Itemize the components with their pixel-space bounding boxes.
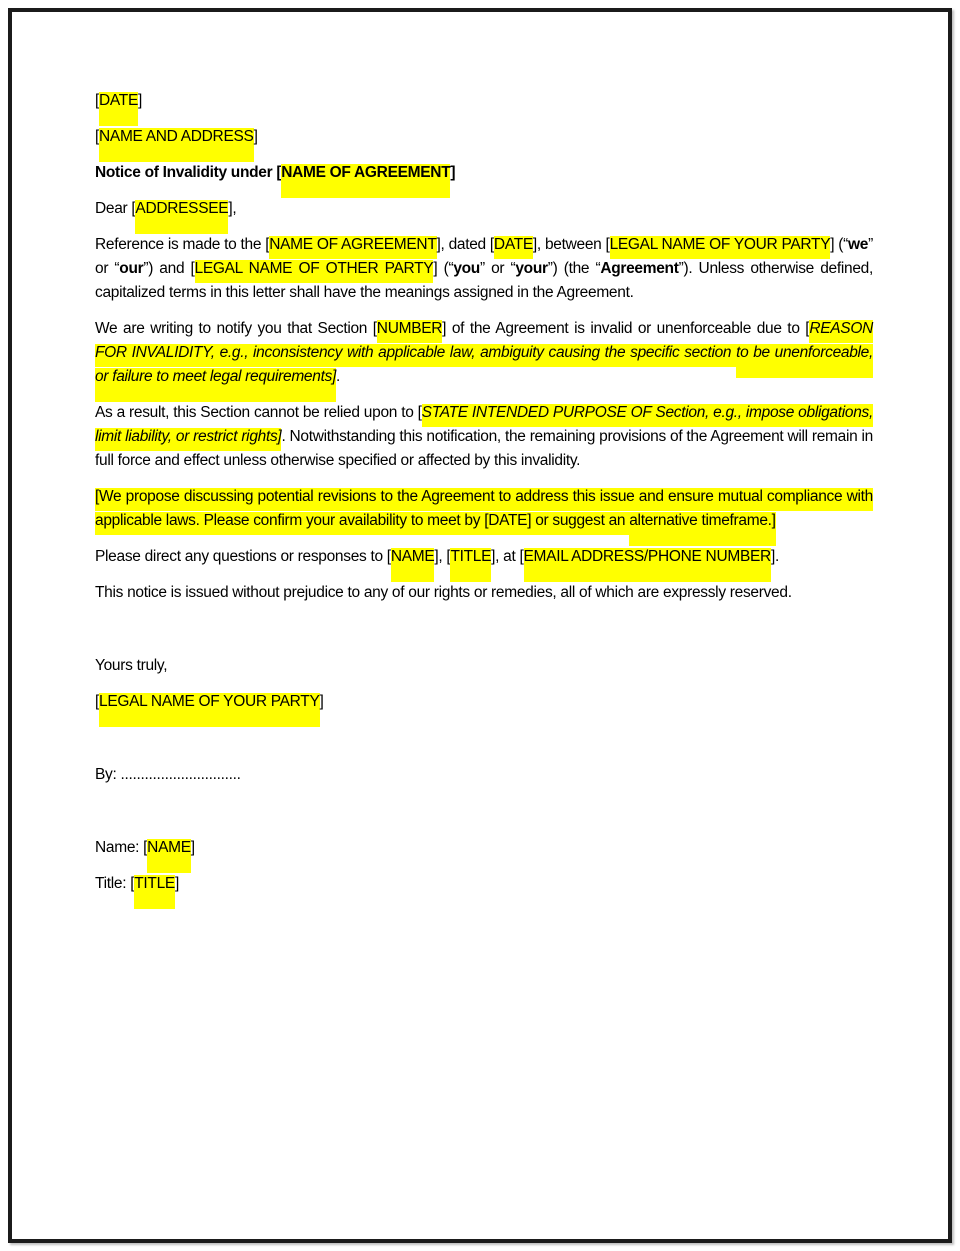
defined-term-your: your — [515, 260, 548, 277]
paragraph-invalidity-notice — [95, 317, 873, 389]
paragraph-reference — [95, 233, 873, 305]
placeholder-intended-purpose: STATE INTENDED PURPOSE OF Section, e.g., impose obligations, limit liability, or restrict rights] — [95, 404, 873, 451]
defined-term-agreement: Agreement — [600, 260, 679, 277]
address-line — [95, 125, 873, 149]
subject-line — [95, 161, 873, 185]
vertical-spacer — [95, 617, 873, 654]
bracket-close: ] — [138, 92, 143, 109]
placeholder-name-of-agreement: NAME OF AGREEMENT — [281, 164, 450, 198]
placeholder-legal-name-other-party: LEGAL NAME OF OTHER PARTY — [195, 260, 434, 283]
placeholder-contact-name: NAME — [391, 548, 435, 582]
text-run: Name: [ — [95, 839, 148, 856]
paragraph-proposal — [95, 485, 873, 533]
salutation — [95, 197, 873, 221]
bracket-open: [ — [95, 128, 100, 145]
text-run: ”) and [ — [143, 260, 195, 277]
bracket-open: [ — [95, 693, 100, 710]
closing-line: Yours truly, — [95, 657, 168, 674]
text-run: ” or “ — [95, 236, 873, 277]
party-signature-line — [95, 690, 873, 714]
text-run: ] (“ — [830, 236, 849, 253]
bracket-close: ] — [253, 128, 258, 145]
text-run: . — [336, 368, 341, 385]
placeholder-section-number: NUMBER — [377, 320, 442, 343]
vertical-spacer — [95, 726, 873, 763]
text-run: As a result, this Section cannot be relied upon to [ — [95, 404, 422, 421]
letter-body — [95, 89, 873, 908]
placeholder-contact-email-phone: EMAIL ADDRESS/PHONE NUMBER — [524, 548, 771, 582]
paragraph-contact — [95, 545, 873, 569]
text-run: Title: [ — [95, 875, 135, 892]
bracket-open: [ — [95, 92, 100, 109]
placeholder-addressee: ADDRESSEE — [135, 200, 228, 234]
title-line — [95, 872, 873, 896]
defined-term-you: you — [453, 260, 480, 277]
vertical-spacer — [95, 799, 873, 836]
placeholder-legal-name-your-party: LEGAL NAME OF YOUR PARTY — [610, 236, 831, 259]
name-line — [95, 836, 873, 860]
optional-proposal-text: [We propose discussing potential revisions to the Agreement to address this issue and ensure mutual compliance with applicable laws. Please confirm your availability to meet by [DATE] or suggest an — [95, 488, 873, 535]
by-line: By: .............................. — [95, 766, 241, 783]
placeholder-reason-for-invalidity: REASON FOR INVALIDITY, e.g., inconsistency with applicable law, ambiguity causing the specific section — [95, 320, 873, 367]
text-run: ], [ — [434, 548, 451, 565]
date-line — [95, 89, 873, 113]
text-run: ], between [ — [532, 236, 610, 253]
defined-term-our: our — [119, 260, 144, 277]
text-run: ” or “ — [479, 260, 516, 277]
text-run: Reference is made to the [ — [95, 236, 270, 253]
placeholder-name-and-address: NAME AND ADDRESS — [99, 128, 254, 162]
paragraph-effect — [95, 401, 873, 473]
placeholder-date: DATE — [99, 92, 138, 126]
subject-text: Notice of Invalidity under [ — [95, 164, 282, 181]
text-run: ]. — [770, 548, 779, 565]
bracket-close: ], — [228, 200, 237, 217]
paragraph-reservation: This notice is issued without prejudice to any of our rights or remedies, all of which are expressly reserved. — [95, 584, 792, 601]
text-run: . Notwithstanding this notification, the remaining provisions of the Agreement will remain in full force and effect unless otherwise specified or affected by this invalidity. — [95, 428, 873, 469]
bracket-close: ] — [450, 164, 456, 181]
text-run: ”) (the “ — [547, 260, 601, 277]
bracket-close: ] — [190, 839, 195, 856]
placeholder-signer-title: TITLE — [134, 875, 175, 909]
placeholder-name-of-agreement: NAME OF AGREEMENT — [269, 236, 436, 259]
text-run: ], at [ — [491, 548, 524, 565]
bracket-close: ] — [174, 875, 179, 892]
text-run: ] of the Agreement is invalid or unenforceable due to [ — [442, 320, 810, 337]
placeholder-reason-for-invalidity-tail: to be unenforceable, or failure to meet legal requirements] — [95, 344, 873, 402]
bracket-close: ] — [319, 693, 324, 710]
text-run: Please direct any questions or responses to [ — [95, 548, 391, 565]
placeholder-contact-title: TITLE — [450, 548, 491, 582]
defined-term-we: we — [848, 236, 869, 253]
placeholder-legal-name-your-party: LEGAL NAME OF YOUR PARTY — [99, 693, 319, 727]
text-run: ”). Unless otherwise defined, capitalized terms in this letter shall have the meanings assigned in the Agreement. — [95, 260, 873, 301]
text-run: ], dated [ — [436, 236, 494, 253]
text-run: ] (“ — [433, 260, 454, 277]
text-run: We are writing to notify you that Section [ — [95, 320, 377, 337]
placeholder-signer-name: NAME — [147, 839, 191, 873]
optional-proposal-text-tail: alternative timeframe.] — [629, 512, 775, 546]
placeholder-date: DATE — [494, 236, 533, 259]
salutation-text: Dear [ — [95, 200, 136, 217]
